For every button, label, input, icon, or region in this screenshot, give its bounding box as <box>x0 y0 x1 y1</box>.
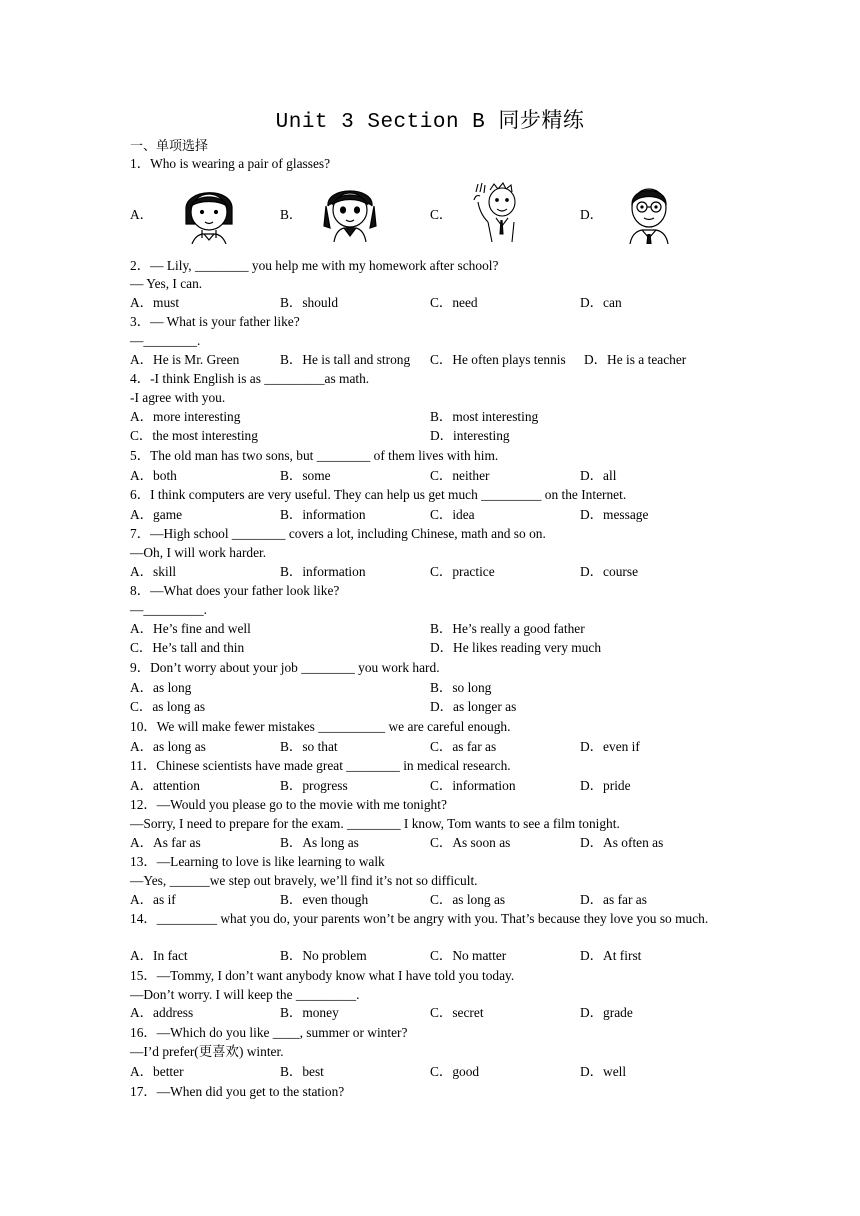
option-5c: C．neither <box>430 468 490 483</box>
document-title: Unit 3 Section B 同步精练 <box>275 111 585 134</box>
option-13b: B．even though <box>280 892 369 907</box>
question-15-reply: —Don’t worry. I will keep the _________. <box>130 987 360 1002</box>
question-5-stem: 5．The old man has two sons, but ________ of them lives with him. <box>130 448 499 463</box>
option-1a: A． <box>130 207 154 222</box>
question-1-stem: 1．Who is wearing a pair of glasses? <box>130 156 331 171</box>
option-5d: D．all <box>580 468 617 483</box>
option-16b: B．best <box>280 1064 324 1079</box>
question-8-stem: 8．—What does your father look like? <box>130 583 340 598</box>
question-16-reply: —I’d prefer(更喜欢) winter. <box>130 1044 284 1059</box>
question-16-stem: 16．—Which do you like ____, summer or winter? <box>130 1025 408 1040</box>
option-4d: D．interesting <box>430 428 510 443</box>
option-1b: B． <box>280 207 303 222</box>
option-2d: D．can <box>580 295 622 310</box>
option-16a: A．better <box>130 1064 184 1079</box>
girl-pigtails-picture <box>322 180 378 242</box>
option-6a: A．game <box>130 507 183 522</box>
option-6d: D．message <box>580 507 649 522</box>
option-2c: C．need <box>430 295 478 310</box>
option-4a: A．more interesting <box>130 409 241 424</box>
option-11b: B．progress <box>280 778 348 793</box>
option-9d: D．as longer as <box>430 699 517 714</box>
question-2-stem: 2．— Lily, ________ you help me with my homework after school? <box>130 258 499 273</box>
option-6b: B．information <box>280 507 366 522</box>
option-3b: B．He is tall and strong <box>280 352 411 367</box>
option-13d: D．as far as <box>580 892 647 907</box>
option-12a: A．As far as <box>130 835 201 850</box>
question-9-stem: 9．Don’t worry about your job ________ you work hard. <box>130 660 440 675</box>
option-13c: C．as long as <box>430 892 506 907</box>
option-8c: C．He’s tall and thin <box>130 640 245 655</box>
option-8a: A．He’s fine and well <box>130 621 251 636</box>
waving-man-picture <box>470 180 532 242</box>
option-5a: A．both <box>130 468 177 483</box>
option-12d: D．As often as <box>580 835 664 850</box>
question-13-reply: —Yes, ______we step out bravely, we’ll find it’s not so difficult. <box>130 873 478 888</box>
option-7d: D．course <box>580 564 639 579</box>
question-6-stem: 6．I think computers are very useful. They can help us get much _________ on the Internet. <box>130 487 627 502</box>
girl-short-hair-picture <box>178 180 240 244</box>
question-11-stem: 11．Chinese scientists have made great ________ in medical research. <box>130 758 511 773</box>
question-7-reply: —Oh, I will work harder. <box>130 545 267 560</box>
option-8b: B．He’s really a good father <box>430 621 585 636</box>
option-2a: A．must <box>130 295 180 310</box>
option-15b: B．money <box>280 1005 339 1020</box>
option-2b: B．should <box>280 295 339 310</box>
question-4-reply: -I agree with you. <box>130 390 226 405</box>
option-16c: C．good <box>430 1064 480 1079</box>
option-3a: A．He is Mr. Green <box>130 352 240 367</box>
option-5b: B．some <box>280 468 331 483</box>
option-4c: C．the most interesting <box>130 428 258 443</box>
question-15-stem: 15．—Tommy, I don’t want anybody know what I have told you today. <box>130 968 515 983</box>
option-10a: A．as long as <box>130 739 206 754</box>
option-14d: D．At first <box>580 948 642 963</box>
option-14b: B．No problem <box>280 948 367 963</box>
question-2-reply: — Yes, I can. <box>130 276 203 291</box>
option-9b: B．so long <box>430 680 492 695</box>
option-10d: D．even if <box>580 739 640 754</box>
option-10b: B．so that <box>280 739 338 754</box>
section-heading: 一、单项选择 <box>130 139 209 154</box>
option-12c: C．As soon as <box>430 835 511 850</box>
option-9a: A．as long <box>130 680 192 695</box>
question-3-reply: —________. <box>130 333 201 348</box>
option-9c: C．as long as <box>130 699 206 714</box>
question-17-stem: 17．—When did you get to the station? <box>130 1084 345 1099</box>
option-7b: B．information <box>280 564 366 579</box>
question-14-stem: 14．_________ what you do, your parents won’t be angry with you. That’s because they love you so much. <box>130 911 709 926</box>
option-7a: A．skill <box>130 564 177 579</box>
question-12-reply: —Sorry, I need to prepare for the exam. ________ I know, Tom wants to see a film tonight. <box>130 816 620 831</box>
question-8-reply: —_________. <box>130 602 207 617</box>
question-13-stem: 13．—Learning to love is like learning to walk <box>130 854 385 869</box>
option-10c: C．as far as <box>430 739 497 754</box>
option-11c: C．information <box>430 778 516 793</box>
option-4b: B．most interesting <box>430 409 539 424</box>
question-7-stem: 7．—High school ________ covers a lot, including Chinese, math and so on. <box>130 526 546 541</box>
option-14c: C．No matter <box>430 948 507 963</box>
option-14a: A．In fact <box>130 948 188 963</box>
option-11a: A．attention <box>130 778 200 793</box>
option-11d: D．pride <box>580 778 631 793</box>
question-12-stem: 12．—Would you please go to the movie with me tonight? <box>130 797 447 812</box>
option-15a: A．address <box>130 1005 194 1020</box>
question-4-stem: 4．-I think English is as _________as math. <box>130 371 370 386</box>
option-1d: D． <box>580 207 604 222</box>
question-3-stem: 3．— What is your father like? <box>130 314 300 329</box>
option-1c: C． <box>430 207 453 222</box>
option-13a: A．as if <box>130 892 176 907</box>
question-10-stem: 10．We will make fewer mistakes __________ we are careful enough. <box>130 719 511 734</box>
option-3c: C．He often plays tennis <box>430 352 566 367</box>
option-6c: C．idea <box>430 507 475 522</box>
option-7c: C．practice <box>430 564 495 579</box>
option-16d: D．well <box>580 1064 627 1079</box>
option-15c: C．secret <box>430 1005 484 1020</box>
option-3d: D．He is a teacher <box>584 352 687 367</box>
option-8d: D．He likes reading very much <box>430 640 602 655</box>
option-15d: D．grade <box>580 1005 633 1020</box>
option-12b: B．As long as <box>280 835 359 850</box>
man-with-glasses-picture <box>620 180 678 244</box>
